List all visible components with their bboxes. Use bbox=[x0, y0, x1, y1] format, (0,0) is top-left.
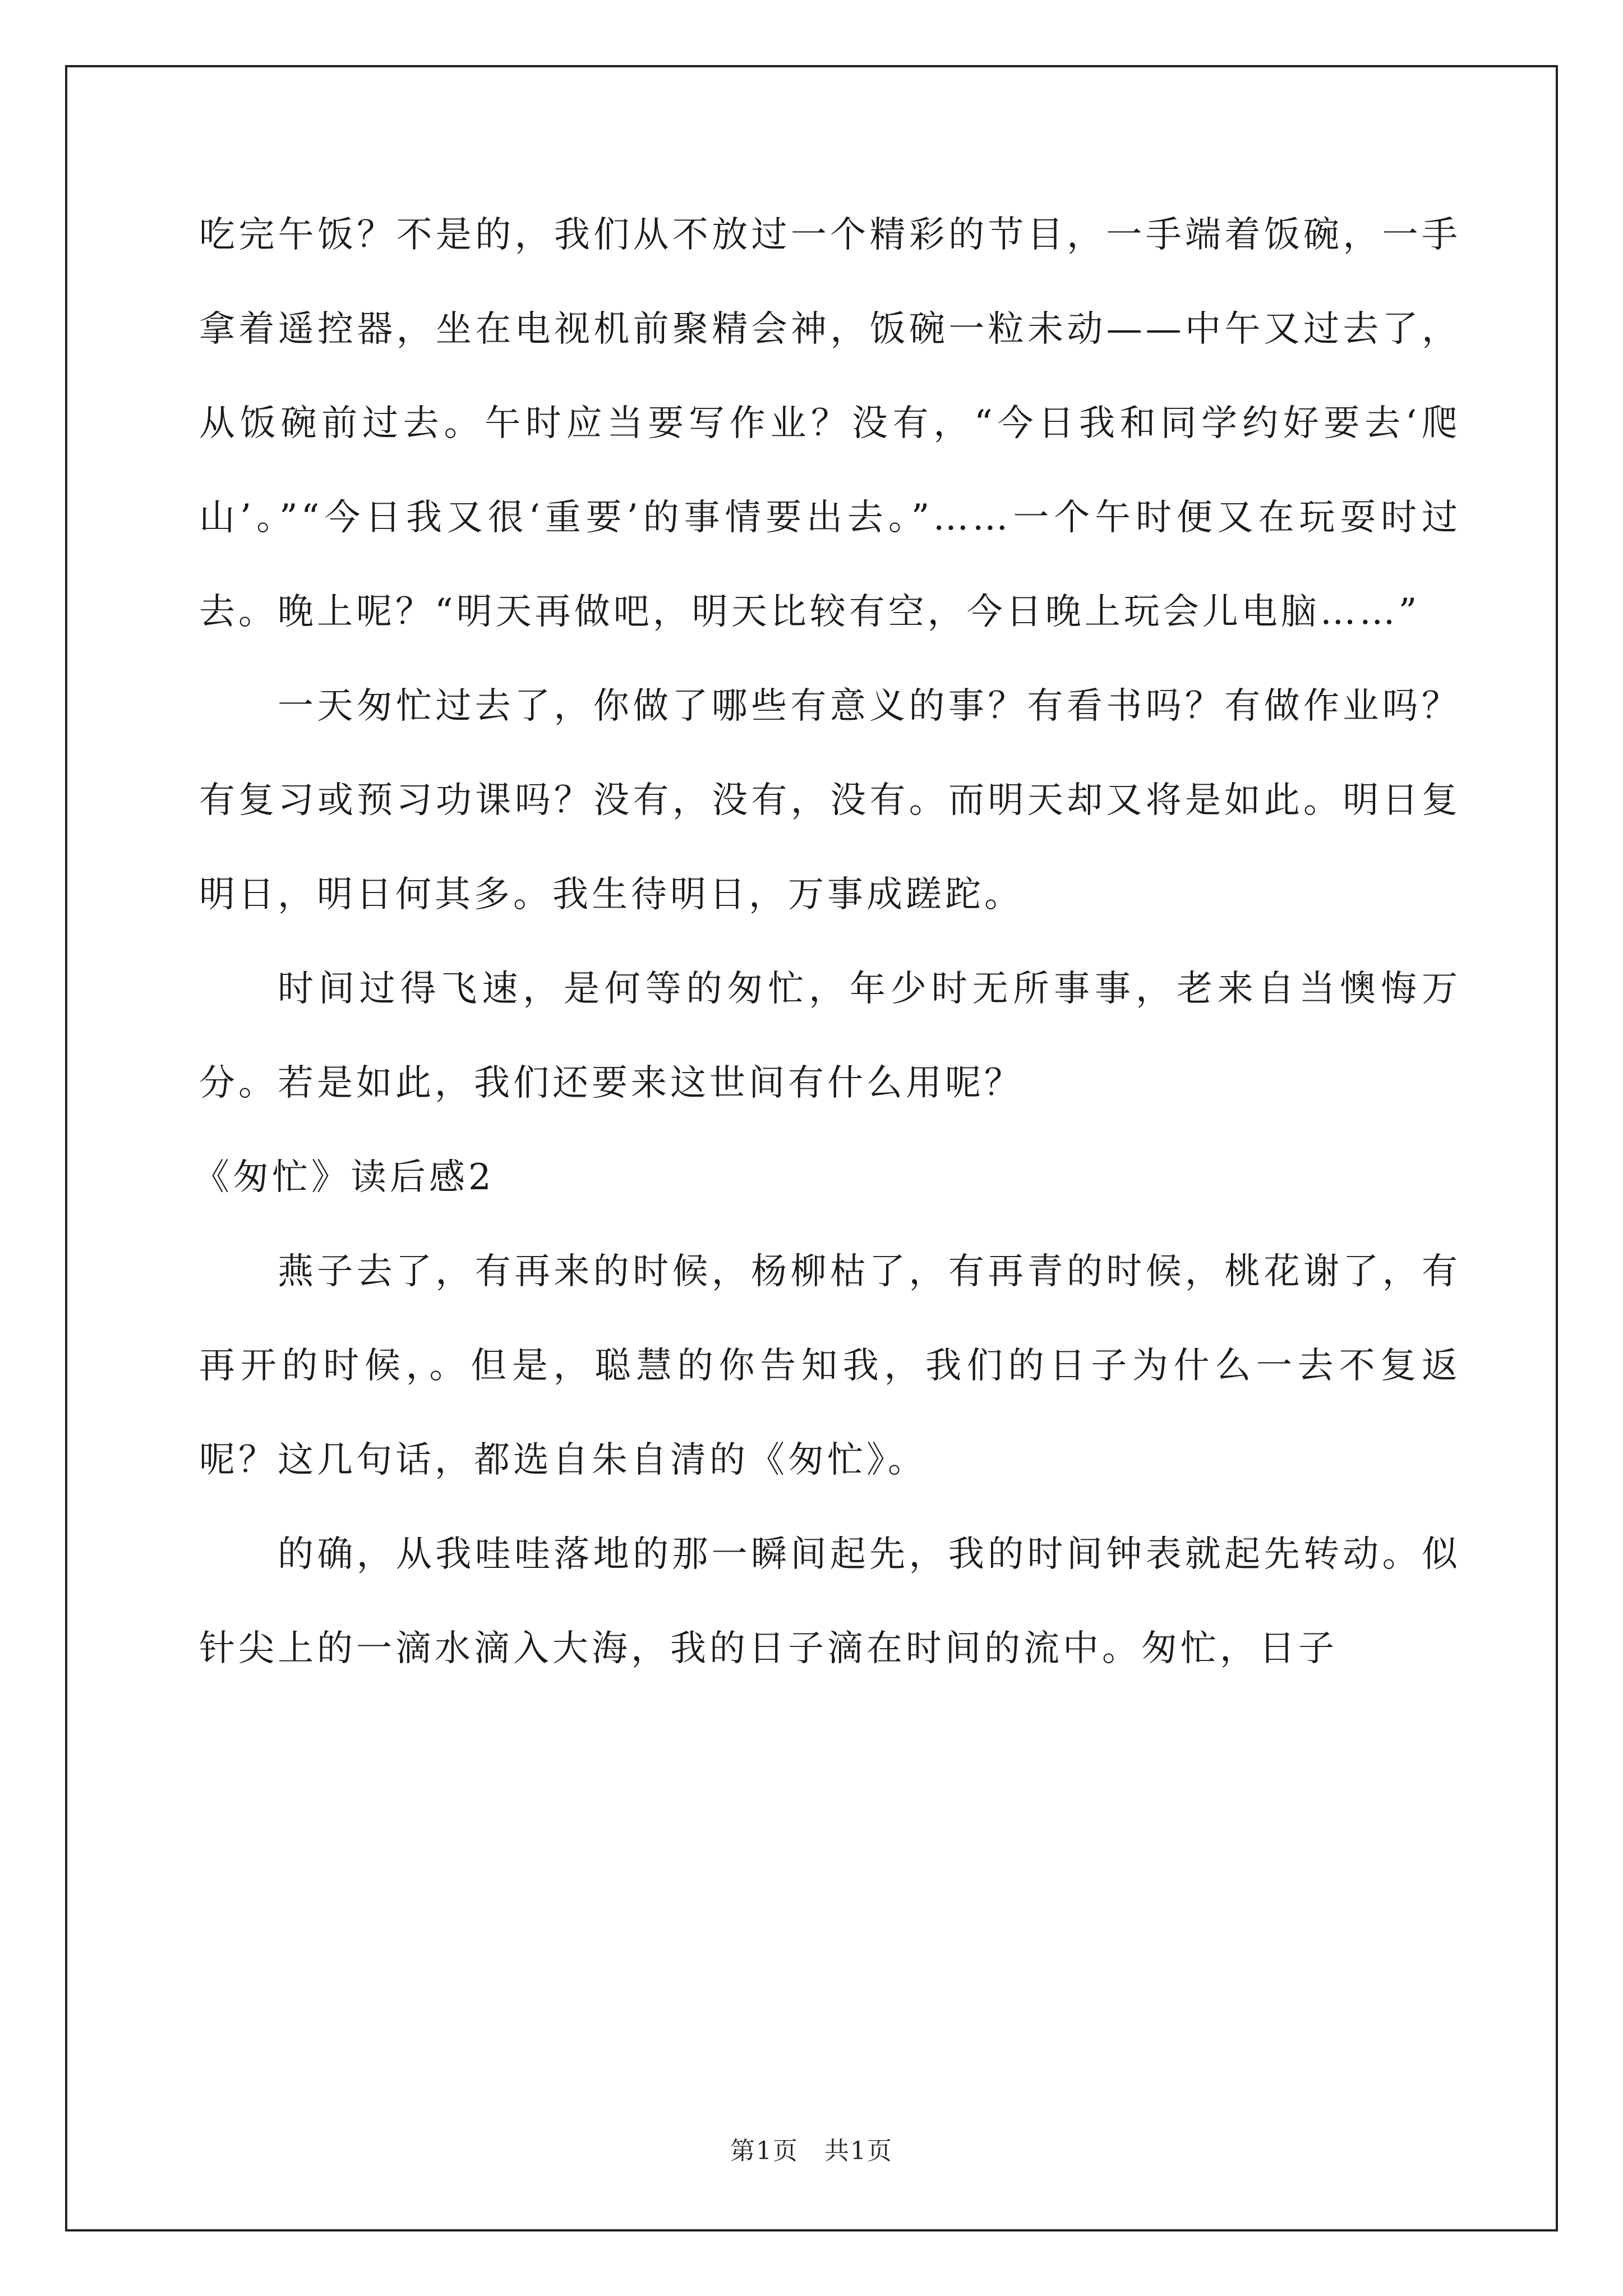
paragraph-5: 的确，从我哇哇落地的那一瞬间起先，我的时间钟表就起先转动。似针尖上的一滴水滴入大海，我的日子滴在时间的流中。匆忙，日子 bbox=[199, 1534, 1461, 1669]
page-footer: 第1页 共1页 bbox=[730, 2137, 893, 2165]
paragraph-2: 一天匆忙过去了，你做了哪些有意义的事？有看书吗？有做作业吗？有复习或预习功课吗？没有，没有，没有。而明天却又将是如此。明日复明日，明日何其多。我生待明日，万事成蹉跎。 bbox=[199, 685, 1461, 915]
paragraph-1: 吃完午饭？不是的，我们从不放过一个精彩的节目，一手端着饭碗，一手拿着遥控器，坐在电视机前聚精会神，饭碗一粒未动——中午又过去了，从饭碗前过去。午时应当要写作业？没有，“今日我和同学约好要去‘爬山’。”“今日我又很‘重要’的事情要出去。”……一个午时便又在玩耍时过去。晚上呢？“明天再做吧，明天比较有空，今日晚上玩会儿电脑……” bbox=[199, 214, 1461, 633]
document-body bbox=[193, 188, 1461, 1696]
paragraph-4: 燕子去了，有再来的时候，杨柳枯了，有再青的时候，桃花谢了，有再开的时候，。但是，聪慧的你告知我，我们的日子为什么一去不复返呢？这几句话，都选自朱自清的《匆忙》。 bbox=[199, 1251, 1461, 1481]
section-heading: 《匆忙》读后感2 bbox=[193, 1157, 495, 1198]
paragraph-3: 时间过得飞速，是何等的匆忙，年少时无所事事，老来自当懊悔万分。若是如此，我们还要来这世间有什么用呢？ bbox=[199, 968, 1461, 1104]
